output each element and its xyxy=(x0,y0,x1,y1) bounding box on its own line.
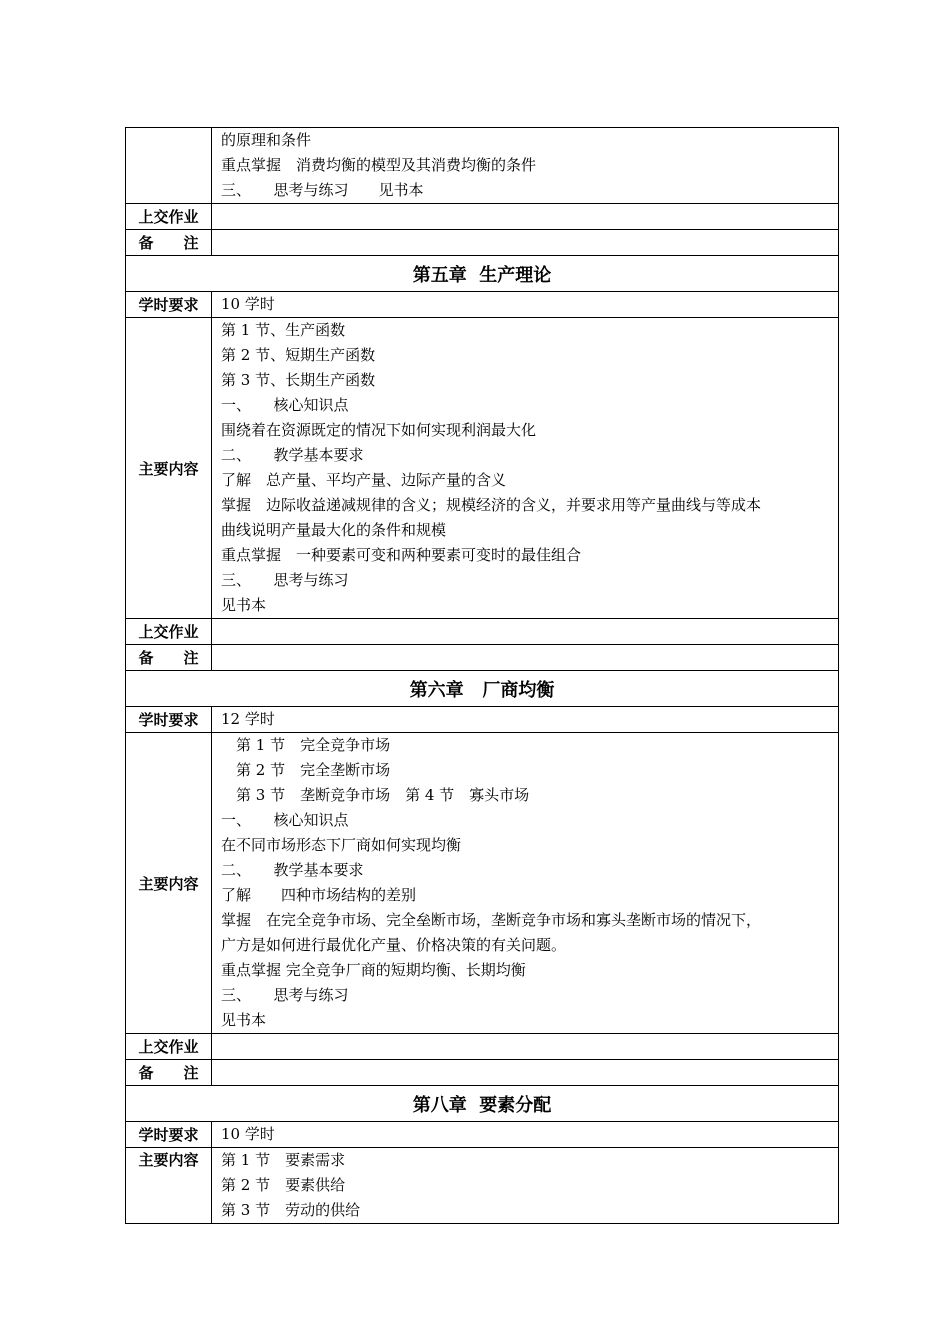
chapter-title: 第八章 要素分配 xyxy=(126,1086,839,1122)
content-cell xyxy=(212,733,839,1034)
content-cell xyxy=(212,318,839,619)
content-line: 一、 核心知识点 xyxy=(221,811,349,829)
content-line: 重点掌握 一种要素可变和两种要素可变时的最佳组合 xyxy=(221,546,582,564)
content-line: 三、 思考与练习 见书本 xyxy=(221,181,424,199)
syllabus-table xyxy=(125,127,839,1224)
content-line: 二、 教学基本要求 xyxy=(221,861,364,879)
homework-value xyxy=(212,619,839,645)
hours-value xyxy=(212,1122,839,1148)
hours-label: 学时要求 xyxy=(126,707,212,733)
note-row xyxy=(126,230,839,256)
hours-row xyxy=(126,1122,839,1148)
homework-row xyxy=(126,619,839,645)
hours-value xyxy=(212,292,839,318)
content-line: 第 2 节 要素供给 xyxy=(221,1176,346,1194)
hours-row xyxy=(126,707,839,733)
note-label: 备 注 xyxy=(126,645,212,671)
content-line: 三、 思考与练习 xyxy=(221,986,349,1004)
content-line: 三、 思考与练习 xyxy=(221,571,349,589)
main-content-row xyxy=(126,318,839,619)
content-line: 第 3 节 劳动的供给 xyxy=(221,1201,361,1219)
chapter-heading-row xyxy=(126,1086,839,1122)
homework-label: 上交作业 xyxy=(126,619,212,645)
content-line: 掌握 边际收益递减规律的含义；规模经济的含义，并要求用等产量曲线与等成本 xyxy=(221,496,762,514)
content-line: 第 2 节、短期生产函数 xyxy=(221,346,376,364)
hours-label: 学时要求 xyxy=(126,1122,212,1148)
hours-text: 10 学时 xyxy=(221,295,275,313)
main-content-row xyxy=(126,1148,839,1224)
homework-value xyxy=(212,204,839,230)
main-content-label xyxy=(126,1148,212,1224)
main-content-label-text: 主要内容 xyxy=(138,1151,199,1169)
content-line: 曲线说明产量最大化的条件和规模 xyxy=(221,521,447,539)
chapter-title: 第六章 厂商均衡 xyxy=(126,671,839,707)
content-line: 第 3 节 垄断竞争市场 第 4 节 寡头市场 xyxy=(221,786,530,804)
content-line: 第 1 节 要素需求 xyxy=(221,1151,346,1169)
note-value xyxy=(212,645,839,671)
homework-row xyxy=(126,204,839,230)
empty-label-cell xyxy=(126,128,212,204)
note-row xyxy=(126,645,839,671)
main-content-label: 主要内容 xyxy=(126,733,212,1034)
hours-value xyxy=(212,707,839,733)
note-label: 备 注 xyxy=(126,1060,212,1086)
homework-label: 上交作业 xyxy=(126,1034,212,1060)
note-row xyxy=(126,1060,839,1086)
content-line: 重点掌握 完全竞争厂商的短期均衡、长期均衡 xyxy=(221,961,526,979)
homework-value xyxy=(212,1034,839,1060)
note-label: 备 注 xyxy=(126,230,212,256)
note-value xyxy=(212,1060,839,1086)
note-value xyxy=(212,230,839,256)
content-cell xyxy=(212,1148,839,1224)
content-line: 二、 教学基本要求 xyxy=(221,446,364,464)
content-line: 了解 总产量、平均产量、边际产量的含义 xyxy=(221,471,507,489)
hours-text: 10 学时 xyxy=(221,1125,275,1143)
content-line: 第 1 节、生产函数 xyxy=(221,321,346,339)
content-line: 掌握 在完全竞争市场、完全垒断市场，垄断竞争市场和寡头垄断市场的情况下， xyxy=(221,911,762,929)
content-cell xyxy=(212,128,839,204)
chapter-heading-row xyxy=(126,256,839,292)
chapter-heading-row xyxy=(126,671,839,707)
hours-text: 12 学时 xyxy=(221,710,275,728)
content-line: 重点掌握 消费均衡的模型及其消费均衡的条件 xyxy=(221,156,537,174)
hours-label: 学时要求 xyxy=(126,292,212,318)
content-line: 在不同市场形态下厂商如何实现均衡 xyxy=(221,836,462,854)
content-line: 围绕着在资源既定的情况下如何实现利润最大化 xyxy=(221,421,537,439)
content-line: 一、 核心知识点 xyxy=(221,396,349,414)
content-line: 见书本 xyxy=(221,1011,267,1029)
content-line: 见书本 xyxy=(221,596,267,614)
hours-row xyxy=(126,292,839,318)
main-content-row xyxy=(126,733,839,1034)
content-line: 的原理和条件 xyxy=(221,131,312,149)
content-line: 第 1 节 完全竞争市场 xyxy=(221,736,391,754)
content-row-continued xyxy=(126,128,839,204)
content-line: 了解 四种市场结构的差别 xyxy=(221,886,417,904)
content-line: 广方是如何进行最优化产量、价格决策的有关问题。 xyxy=(221,936,567,954)
main-content-label: 主要内容 xyxy=(126,318,212,619)
content-line: 第 2 节 完全垄断市场 xyxy=(221,761,391,779)
chapter-title: 第五章 生产理论 xyxy=(126,256,839,292)
homework-label: 上交作业 xyxy=(126,204,212,230)
homework-row xyxy=(126,1034,839,1060)
content-line: 第 3 节、长期生产函数 xyxy=(221,371,376,389)
